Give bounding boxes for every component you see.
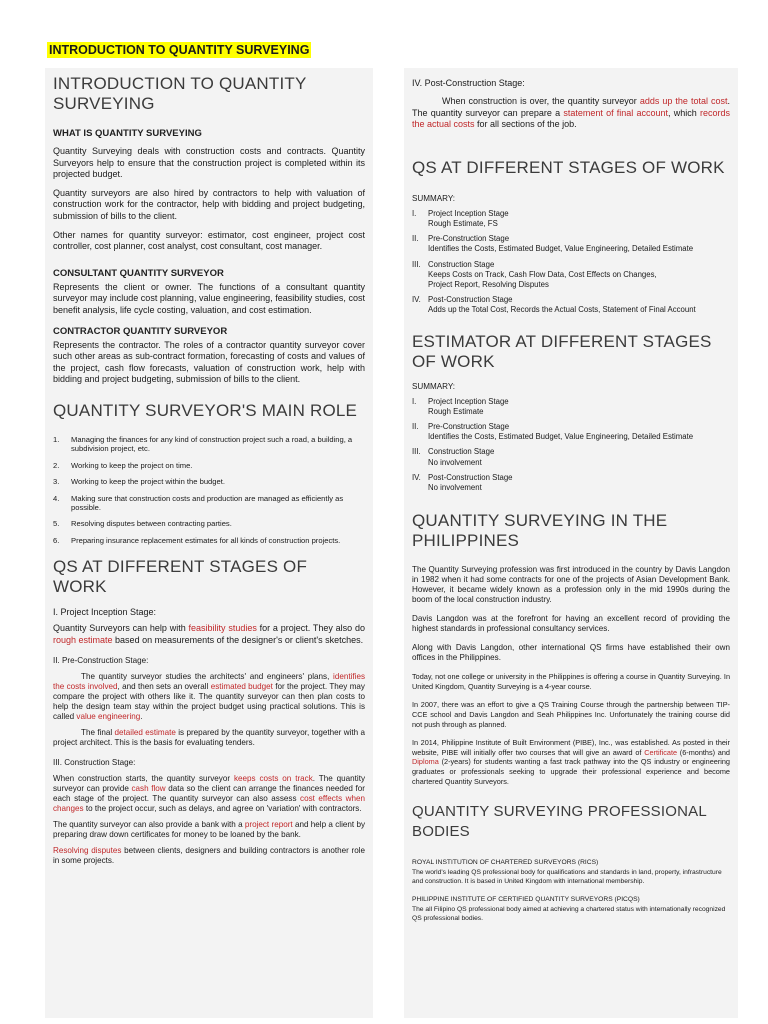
stages-heading: QS AT DIFFERENT STAGES OF WORK	[53, 557, 308, 597]
philippines-paragraph-1: The Quantity Surveying profession was first introduced in the country by Davis Langdon in 1982 when it had some contracts for one of the projects of Asian Development Bank. However, it became widely known as a profession only in the mid 1990s during the boom of the local construction industry.	[412, 565, 730, 605]
estimator-summary-number: I.	[412, 396, 417, 406]
philippines-paragraph-5: In 2007, there was an effort to give a QS Training Course through the partnership between TIP-CCE school and Davis Langdon and Seah Philippines Inc. Unfortunately the training course did not push through as planned.	[412, 700, 730, 729]
consultant-text: Represents the client or owner. The functions of a consultant quantity surveyor may include cost planning, value engineering, feasibility studies, cost benefit analysis, life cycle costing, valuation, and cost estimation.	[53, 281, 365, 315]
post-text: When construction is over, the quantity surveyor adds up the total cost. The quantity surveyor can prepare a statement of final account, which records the actual costs for all sections of the job.	[412, 96, 731, 130]
qs-summary-item	[412, 295, 730, 315]
qs-summary-detail: Project Report, Resolving Disputes	[428, 280, 549, 289]
precon-text-2: The final detailed estimate is prepared by the quantity surveyor, together with a project architect. This is the basis for evaluating tenders.	[53, 728, 365, 748]
bodies-heading: QUANTITY SURVEYING PROFESSIONAL BODIES	[412, 803, 707, 841]
main-role-number: 3.	[53, 477, 60, 487]
philippines-paragraph-4: Today, not one college or university in the Philippines is offering a course in Quantity Surveying. In United Kingdom, Quantity Surveying is a 4-year course.	[412, 672, 730, 691]
qs-summary-list	[412, 209, 730, 316]
main-role-number: 1.	[53, 434, 60, 444]
main-role-item	[53, 536, 365, 545]
main-role-list	[53, 435, 365, 545]
qs-stages-heading: QS AT DIFFERENT STAGES OF WORK	[412, 157, 725, 177]
rics-text: The world's leading QS professional body for qualifications and standards in land, property, infrastructure and construction. It is based in United Kingdom with international membership.	[412, 869, 722, 886]
estimator-summary-detail: No involvement	[428, 483, 482, 493]
philippines-paragraph-3: Along with Davis Langdon, other international QS firms have established their own offices in the Philippines.	[412, 643, 730, 663]
post-heading: IV. Post-Construction Stage:	[412, 78, 525, 88]
main-role-number: 5.	[53, 519, 60, 529]
main-role-heading: QUANTITY SURVEYOR'S MAIN ROLE	[53, 400, 358, 420]
picqs-text: The all Filipino QS professional body aimed at achieving a chartered status with internationally recognized QS professional bodies.	[412, 906, 726, 923]
qs-summary-number: II.	[412, 234, 419, 244]
qs-summary-number: III.	[412, 259, 421, 269]
qs-summary-title: Project Inception Stage	[428, 208, 509, 218]
consultant-heading: CONSULTANT QUANTITY SURVEYOR	[53, 267, 224, 279]
right-column	[404, 68, 738, 1018]
estimator-summary-item	[412, 422, 730, 442]
estimator-summary-number: IV.	[412, 472, 421, 482]
qs-summary-detail: Rough Estimate, FS	[428, 218, 498, 228]
estimator-summary-title: Project Inception Stage	[428, 396, 509, 406]
main-role-item	[53, 477, 365, 486]
main-role-text: Preparing insurance replacement estimates for all kinds of construction projects.	[71, 535, 341, 545]
construction-text-2: The quantity surveyor can also provide a bank with a project report and help a client by preparing draw down certificates for money to be loaned by the bank.	[53, 820, 365, 840]
estimator-summary-number: II.	[412, 422, 419, 432]
qs-summary-detail: Keeps Costs on Track, Cash Flow Data, Cost Effects on Changes,	[428, 269, 657, 279]
philippines-paragraph-2: Davis Langdon was at the forefront for having an excellent record of providing the highest standards in professional consultancy services.	[412, 614, 730, 634]
construction-text-3: Resolving disputes between clients, designers and building contractors is another role in some projects.	[53, 846, 365, 866]
qs-summary-title: Pre-Construction Stage	[428, 234, 510, 244]
qs-summary-item	[412, 260, 730, 291]
what-is-paragraph-3: Other names for quantity surveyor: estimator, cost engineer, project cost controller, cost planner, cost analyst, cost consultant, cost manager.	[53, 229, 365, 252]
estimator-summary-item	[412, 397, 730, 417]
what-is-paragraph-1: Quantity Surveying deals with construction costs and contracts. Quantity Surveyors help to ensure that the construction project is completed within its projected budget.	[53, 146, 365, 180]
main-role-item	[53, 519, 365, 528]
page-title-highlight: INTRODUCTION TO QUANTITY SURVEYING	[49, 43, 310, 57]
what-is-heading: WHAT IS QUANTITY SURVEYING	[53, 128, 202, 139]
qs-summary-label: SUMMARY:	[412, 193, 456, 203]
estimator-summary-title: Pre-Construction Stage	[428, 422, 510, 432]
inception-heading: I. Project Inception Stage:	[53, 607, 157, 618]
main-role-text: Making sure that construction costs and production are managed as efficiently as possible.	[71, 493, 344, 512]
estimator-heading: ESTIMATOR AT DIFFERENT STAGES OF WORK	[412, 331, 712, 371]
precon-heading: II. Pre-Construction Stage:	[53, 656, 149, 666]
qs-summary-item	[412, 234, 730, 254]
main-role-text: Working to keep the project on time.	[71, 460, 193, 470]
contractor-heading: CONTRACTOR QUANTITY SURVEYOR	[53, 325, 228, 337]
qs-summary-title: Post-Construction Stage	[428, 295, 513, 305]
main-role-text: Resolving disputes between contracting parties.	[71, 519, 232, 529]
main-role-text: Working to keep the project within the budget.	[71, 477, 225, 487]
construction-text: When construction starts, the quantity surveyor keeps costs on track. The quantity surveyor can provide cash flow data so the client can arrange the finances needed for each stage of the project. The quantity surveyor can also assess cost effects when changes to the project occur, such as delays, and agree on 'variation' with contractors.	[53, 774, 366, 814]
qs-summary-number: IV.	[412, 295, 421, 305]
contractor-text: Represents the contractor. The roles of a contractor quantity surveyor cover such other areas as sub-contract formation, forecasting of costs and values of the project, cash flow forecasts, valuation of construction work, help with bidding and project budgeting, submission of bills to the client.	[53, 339, 365, 385]
rics-title: ROYAL INSTITUTION OF CHARTERED SURVEYORS (RICS)	[412, 859, 599, 867]
qs-summary-detail: Identifies the Costs, Estimated Budget, Value Engineering, Detailed Estimate	[428, 244, 694, 254]
construction-heading: III. Construction Stage:	[53, 758, 136, 768]
estimator-summary-item	[412, 447, 730, 467]
main-role-text: Managing the finances for any kind of construction project such a road, a building, a subdivision project, etc.	[71, 434, 353, 454]
main-role-item	[53, 435, 365, 454]
estimator-summary-detail: No involvement	[428, 457, 482, 467]
estimator-summary-item	[412, 473, 730, 493]
left-column	[45, 68, 373, 1018]
what-is-paragraph-2: Quantity surveyors are also hired by contractors to help with valuation of construction work for the contractor, help with bidding and project budgeting, submission of bills to the client.	[53, 187, 365, 221]
qs-summary-detail: Adds up the Total Cost, Records the Actual Costs, Statement of Final Account	[428, 305, 696, 315]
qs-summary-number: I.	[412, 208, 417, 218]
qs-summary-title: Construction Stage	[428, 259, 495, 269]
estimator-summary-number: III.	[412, 447, 421, 457]
estimator-summary-title: Post-Construction Stage	[428, 472, 513, 482]
picqs-title: PHILIPPINE INSTITUTE OF CERTIFIED QUANTITY SURVEYORS (PICQS)	[412, 896, 640, 904]
precon-text: The quantity surveyor studies the architects' and engineers' plans, identifies the costs involved, and then sets an overall estimated budget for the project. They may compare the project with others like it. The quantity surveyor can then plan costs to help the design team stay within the project budget using practical solutions. This is called value engineering.	[53, 672, 365, 722]
estimator-summary-list	[412, 397, 730, 494]
intro-heading: INTRODUCTION TO QUANTITY SURVEYING	[53, 74, 307, 113]
main-role-item	[53, 461, 365, 470]
philippines-heading: QUANTITY SURVEYING IN THE PHILIPPINES	[412, 511, 668, 551]
main-role-number: 4.	[53, 493, 60, 503]
estimator-summary-detail: Rough Estimate	[428, 406, 484, 416]
main-role-item	[53, 494, 365, 513]
estimator-summary-title: Construction Stage	[428, 447, 495, 457]
main-role-number: 2.	[53, 460, 60, 470]
estimator-summary-detail: Identifies the Costs, Estimated Budget, Value Engineering, Detailed Estimate	[428, 432, 694, 442]
qs-summary-item	[412, 209, 730, 229]
inception-text: Quantity Surveyors can help with feasibility studies for a project. They also do rough estimate based on measurements of the designer's or client's sketches.	[53, 623, 365, 645]
main-role-number: 6.	[53, 535, 60, 545]
estimator-summary-label: SUMMARY:	[412, 381, 456, 391]
philippines-paragraph-6: In 2014, Philippine Institute of Built Environment (PIBE), Inc., was established. As posted in their website, PIBE will initially offer two courses that will give an award of Certificate (6-months) and Diploma (2-years) for students wanting a fast track pathway into the QS industry or engineering graduates or professionals seeking to upgrade their professional experience and become chartered Quantity Surveyors.	[412, 738, 730, 786]
